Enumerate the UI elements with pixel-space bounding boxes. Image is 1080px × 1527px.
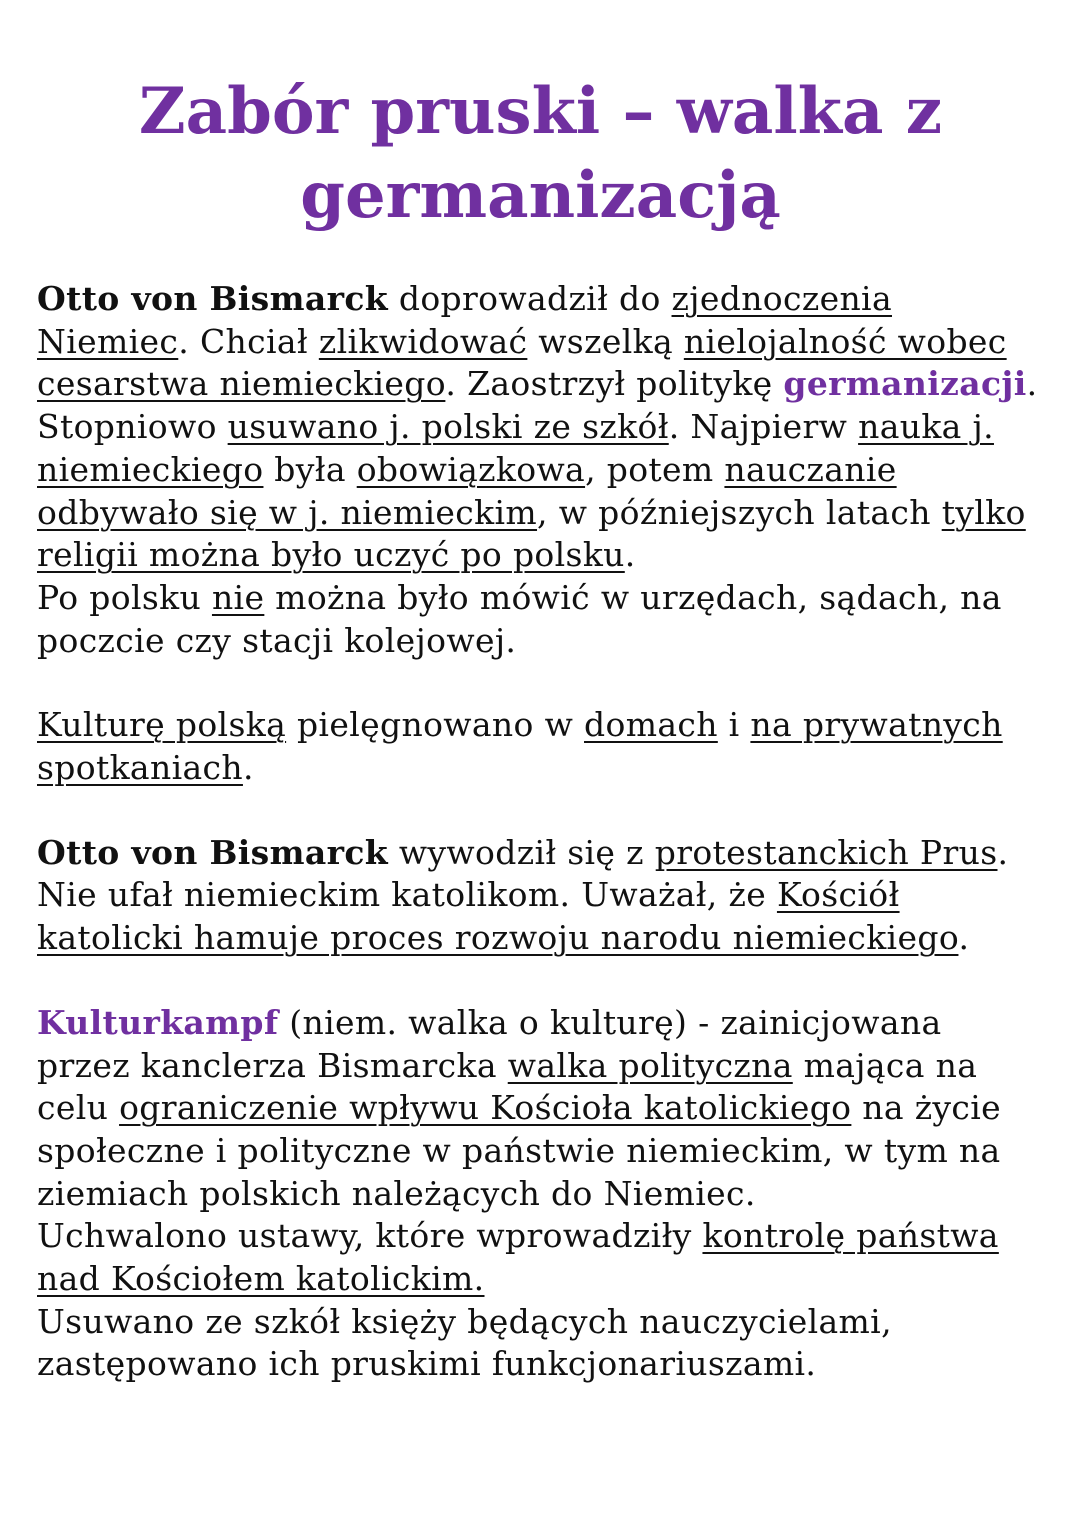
text-run: Usuwano ze szkół księży będących nauczycielami, zastępowano ich pruskimi funkcjonariuszami. <box>37 1301 892 1384</box>
underlined-phrase: nielojalność wobec cesarstwa niemieckiego <box>37 321 1007 404</box>
paragraph <box>37 1002 1044 1386</box>
underlined-phrase: Kościół katolicki hamuje proces rozwoju narodu niemieckiego <box>37 875 959 958</box>
underlined-phrase: zjednoczenia <box>671 279 892 318</box>
document-title <box>37 70 1044 238</box>
bold-term: Otto von Bismarck <box>37 832 388 872</box>
text-run: wywodził się z <box>388 832 655 872</box>
underlined-phrase: Kulturę polską <box>37 705 287 745</box>
underlined-phrase: nauka j. niemieckiego <box>37 407 994 489</box>
text-block <box>37 577 1044 662</box>
text-run: wszelką <box>527 321 684 361</box>
text-run: . Stopniowo <box>37 364 1038 447</box>
underlined-phrase: obowiązkowa <box>356 449 586 489</box>
text-block <box>37 1215 1044 1300</box>
text-run: można było mówić w urzędach, sądach, na poczcie czy stacji kolejowej. <box>37 577 1002 660</box>
paragraph <box>37 832 1044 960</box>
text-block <box>37 278 1044 577</box>
text-run: pielęgnowano w <box>286 705 585 745</box>
text-run: . Najpierw <box>668 407 859 447</box>
text-run: doprowadził do <box>388 279 672 318</box>
text-run: na życie społeczne i polityczne w państwie niemieckim, w tym na ziemiach polskich należących do Niemiec. <box>37 1088 1002 1213</box>
text-run: , potem <box>585 449 725 489</box>
text-run: (niem. walka o kulturę) - zainicjowana przez kanclerza Bismarcka <box>37 1002 942 1085</box>
text-run: . Chciał <box>178 321 319 361</box>
underlined-phrase: na prywatnych spotkaniach <box>37 705 1003 788</box>
underlined-phrase: protestanckich Prus <box>654 832 998 872</box>
highlighted-term: germanizacji <box>783 364 1027 404</box>
text-run: była <box>263 449 357 489</box>
underlined-phrase: ograniczenie wpływu Kościoła katolickiego <box>119 1088 852 1128</box>
bold-term: Otto von Bismarck <box>37 279 388 318</box>
text-run: . Nie ufał niemieckim katolikom. Uważał, że <box>37 832 1009 915</box>
highlighted-term: Kulturkampf <box>37 1002 279 1042</box>
text-run: mająca na celu <box>37 1045 978 1128</box>
paragraph <box>37 704 1044 789</box>
underlined-phrase: kontrolę państwa nad Kościołem katolickim. <box>37 1216 999 1299</box>
text-run: Po polsku <box>37 577 212 617</box>
text-run: i <box>717 705 751 745</box>
underlined-phrase: domach <box>584 705 718 745</box>
title-line-1: Zabór pruski – walka z <box>138 74 943 149</box>
text-block <box>37 832 1044 960</box>
title-line-2: germanizacją <box>300 158 781 233</box>
text-block <box>37 1301 1044 1386</box>
underlined-phrase: zlikwidować <box>318 321 528 361</box>
text-run: . <box>624 535 636 575</box>
underlined-phrase: Niemiec <box>37 321 179 361</box>
underlined-phrase: nauczanie odbywało się w j. niemieckim <box>37 449 897 532</box>
text-run: , w późniejszych latach <box>537 492 942 532</box>
underlined-phrase: tylko religii można było uczyć po polsku <box>37 492 1026 575</box>
text-block <box>37 1002 1044 1216</box>
text-block <box>37 704 1044 789</box>
text-run: . Zaostrzył politykę <box>445 364 784 404</box>
text-run: . <box>958 918 970 958</box>
underlined-phrase: nie <box>211 577 265 617</box>
paragraph <box>37 278 1044 662</box>
text-run: Uchwalono ustawy, które wprowadziły <box>37 1216 703 1256</box>
document-body <box>37 278 1044 1386</box>
underlined-phrase: usuwano j. polski ze szkół <box>227 407 669 447</box>
underlined-phrase: walka polityczna <box>507 1045 793 1085</box>
text-run: . <box>242 748 254 788</box>
